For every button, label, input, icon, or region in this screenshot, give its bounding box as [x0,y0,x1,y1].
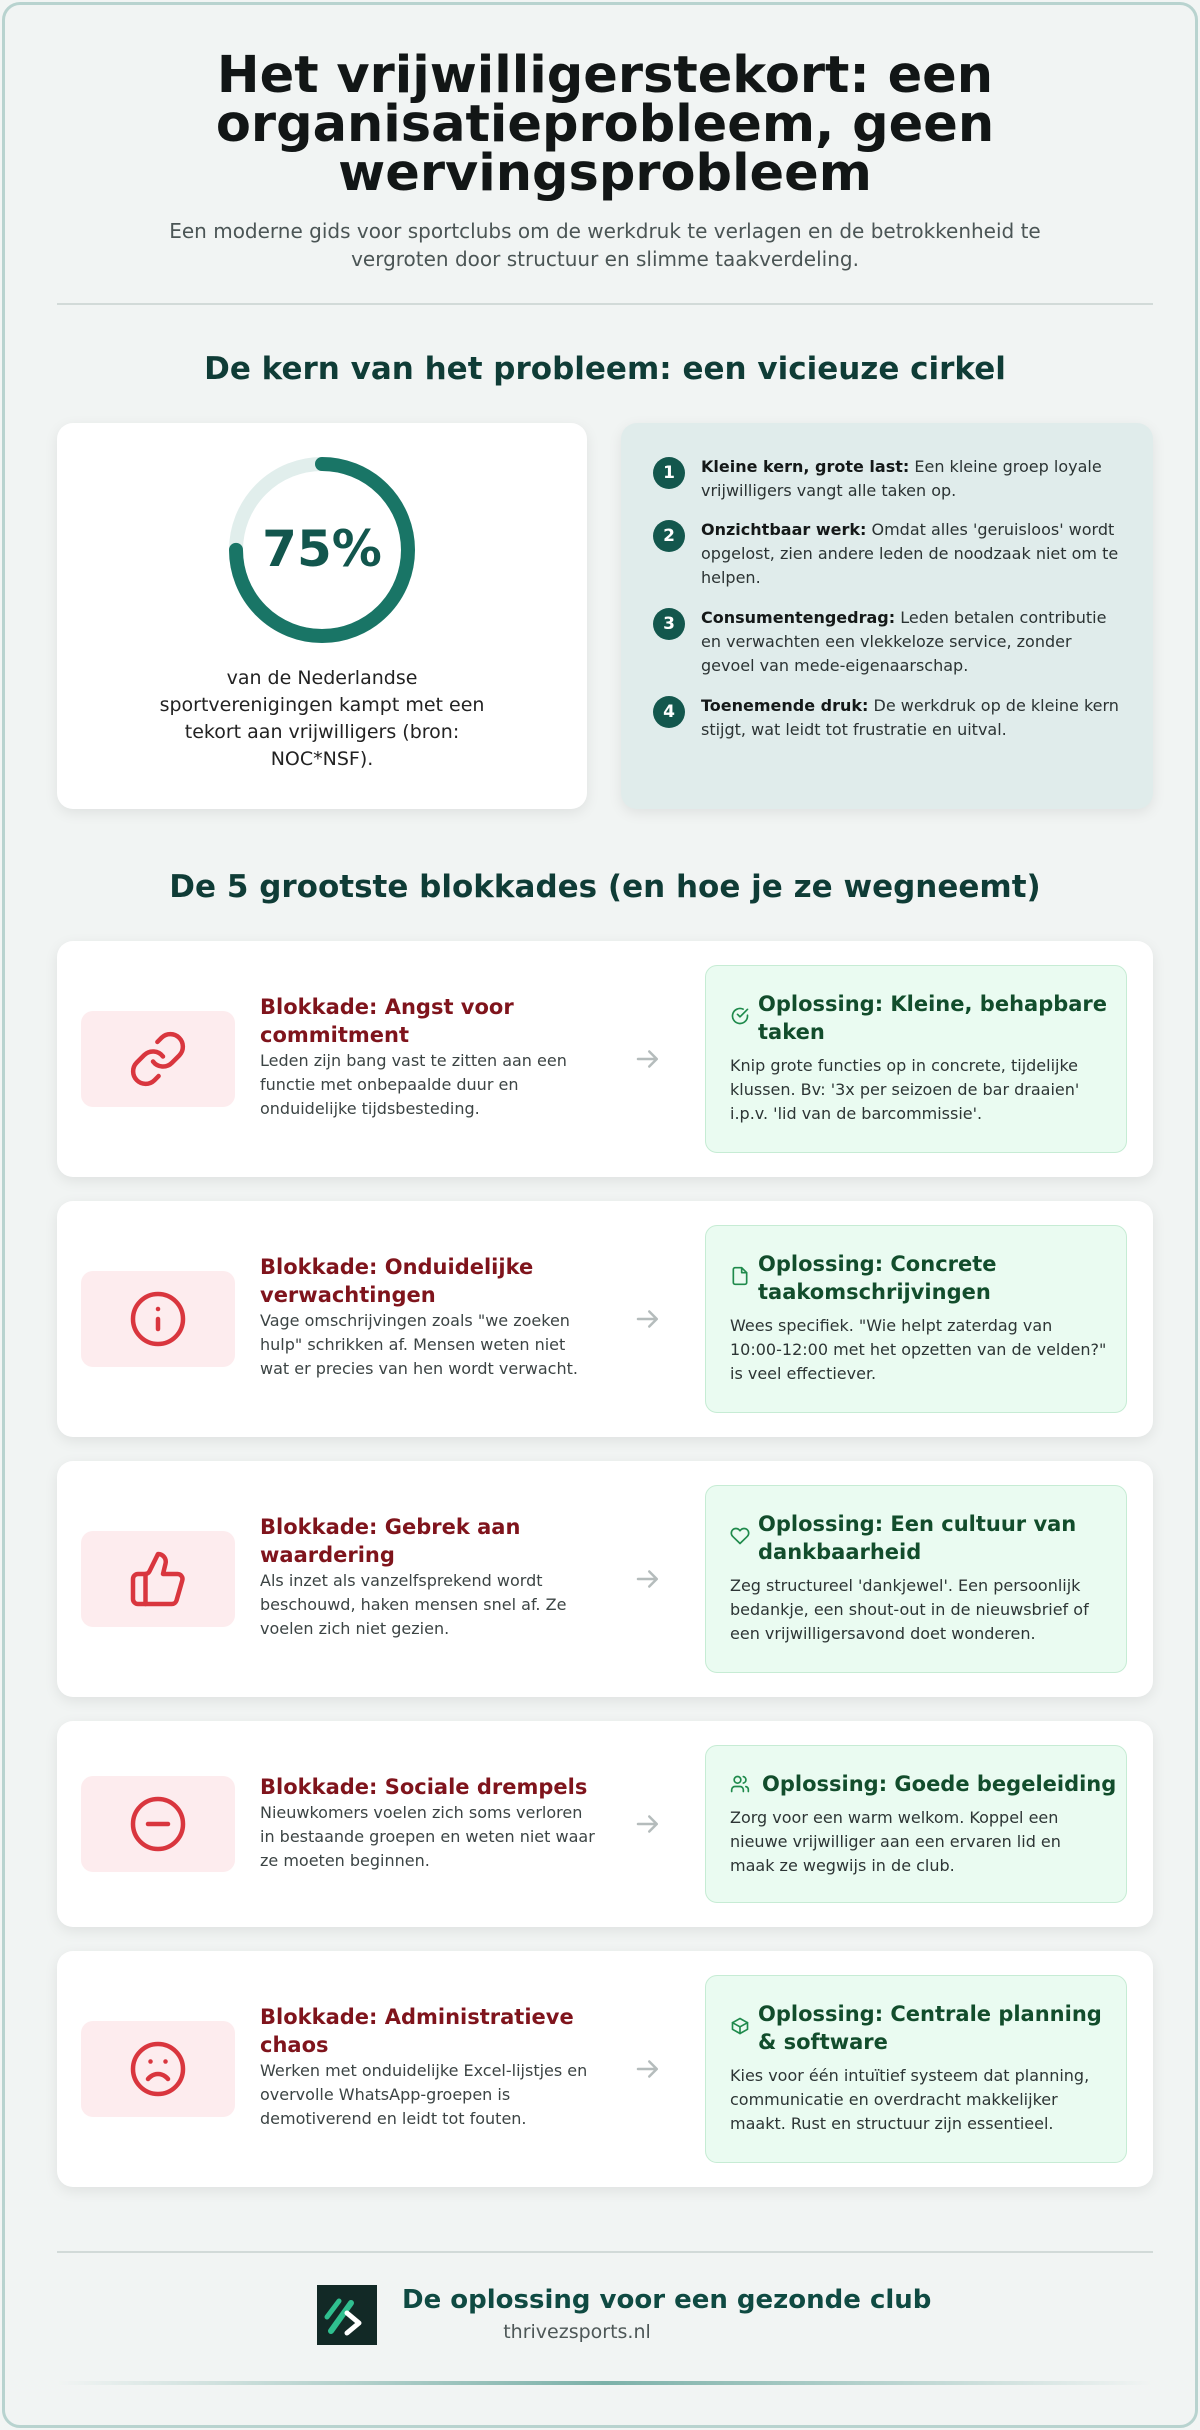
document-icon [730,1266,750,1286]
title-line-3: wervingsprobleem [338,144,872,203]
cycle-item-text [701,694,1121,742]
blockade-description: Leden zijn bang vast te zitten aan een functie met onbepaalde duur en onduidelijke tijdsbesteding. [260,1051,567,1118]
solution-card [705,965,1127,1153]
link-icon [128,1029,188,1089]
arrow-right-icon [633,1809,663,1839]
stat-description: van de Nederlandse sportverenigingen kampt met een tekort aan vrijwilligers (bron: NOC*NSF). [159,667,485,770]
solution-description: Knip grote functies op in concrete, tijdelijke klussen. Bv: '3x per seizoen de bar draaien' i.p.v. 'lid van de barcommissie'. [730,1056,1080,1123]
check-circle-icon [730,1006,750,1026]
blockade-icon-box [81,1011,235,1107]
cycle-item-body: Een kleine groep loyale vrijwilligers vangt alle taken op. [701,457,1102,500]
page-subtitle: Een moderne gids voor sportclubs om de werkdruk te verlagen en de betrokkenheid te vergroten door structuur en slimme taakverdeling. [169,219,1041,271]
cycle-number-badge: 3 [653,608,685,640]
blockade-icon-box [81,1531,235,1627]
arrow-right-icon [633,1304,663,1334]
blockade-title: Blokkade: Administratieve chaos [260,2005,574,2057]
cycle-item-text [701,606,1121,678]
arrow-right-icon [633,1564,663,1594]
page-frame [2,2,1198,2428]
blockades-section-title: De 5 grootste blokkades (en hoe je ze wegneemt) [169,869,1041,905]
title-line-1: Het vrijwilligerstekort: een [216,46,994,105]
solution-card [705,1975,1127,2163]
blockade-description: Als inzet als vanzelfsprekend wordt beschouwd, haken mensen snel af. Ze voelen zich niet gezien. [260,1571,567,1638]
cycle-item-body: Omdat alles 'geruisloos' wordt opgelost, zien andere leden de noodzaak niet om te helpen. [701,520,1119,587]
blockade-card [57,1721,1153,1927]
cycle-item-body: De werkdruk op de kleine kern stijgt, wat leidt tot frustratie en uitval. [701,696,1119,739]
blockade-icon-box [81,1271,235,1367]
cycle-item-heading: Toenemende druk: [701,696,869,715]
page-title [57,46,1153,203]
cycle-item-heading: Kleine kern, grote last: [701,457,910,476]
heart-icon [730,1526,750,1546]
stat-value: 75% [262,520,382,578]
blockade-card [57,1951,1153,2187]
solution-description: Zorg voor een warm welkom. Koppel een nieuwe vrijwilliger aan een ervaren lid en maak ze wegwijs in de club. [730,1808,1061,1875]
blockade-title: Blokkade: Onduidelijke verwachtingen [260,1255,534,1307]
blockade-icon-box [81,2021,235,2117]
cycle-number-badge: 4 [653,696,685,728]
header-divider [57,303,1153,305]
blockade-text [260,1513,596,1641]
stat-card [57,423,587,809]
solution-title: Oplossing: Goede begeleiding [762,1772,1117,1796]
sad-face-icon [128,2039,188,2099]
arrow-right-icon [633,2054,663,2084]
solution-description: Zeg structureel 'dankjewel'. Een persoonlijk bedankje, een shout-out in de nieuwsbrief of een vrijwilligersavond doet wonderen. [730,1576,1089,1643]
cycle-item-body: Leden betalen contributie en verwachten een vlekkeloze service, zonder gevoel van mede-eigenaarschap. [701,608,1107,675]
blockade-card [57,1461,1153,1697]
cycle-item-heading: Onzichtbaar werk: [701,520,867,539]
solution-title: Oplossing: Concrete taakomschrijvingen [758,1252,997,1304]
kern-section-title: De kern van het probleem: een vicieuze cirkel [204,351,1006,387]
blockade-description: Vage omschrijvingen zoals "we zoeken hulp" schrikken af. Mensen weten niet wat er precies van hen wordt verwacht. [260,1311,578,1378]
blockade-title: Blokkade: Gebrek aan waardering [260,1515,521,1567]
solution-card [705,1745,1127,1903]
users-icon [730,1774,750,1794]
cycle-number-badge: 1 [653,457,685,489]
footer-accent-line [57,2381,1153,2385]
cycle-item-heading: Consumentengedrag: [701,608,896,627]
solution-description: Wees specifiek. "Wie helpt zaterdag van 10:00-12:00 met het opzetten van de velden?" is veel effectiever. [730,1316,1107,1383]
solution-title: Oplossing: Centrale planning & software [758,2002,1102,2054]
blockade-text [260,2003,596,2131]
blockade-description: Nieuwkomers voelen zich soms verloren in bestaande groepen en weten niet waar ze moeten beginnen. [260,1803,595,1870]
info-icon [128,1289,188,1349]
cycle-number-badge: 2 [653,520,685,552]
solution-title: Oplossing: Een cultuur van dankbaarheid [758,1512,1077,1564]
solution-description: Kies voor één intuïtief systeem dat planning, communicatie en overdracht makkelijker maakt. Rust en structuur zijn essentieel. [730,2066,1090,2133]
vicious-cycle-card [621,423,1153,809]
blockade-icon-box [81,1776,235,1872]
thrivez-logo-icon [317,2285,377,2345]
arrow-right-icon [633,1044,663,1074]
blockade-text [260,1773,596,1873]
cycle-item-text [701,455,1121,503]
cycle-item-text [701,518,1121,590]
box-icon [730,2016,750,2036]
thumbs-up-icon [128,1549,188,1609]
solution-card [705,1485,1127,1673]
blockade-card [57,941,1153,1177]
title-line-2: organisatieprobleem, geen [215,95,995,154]
minus-circle-icon [128,1794,188,1854]
footer-title: De oplossing voor een gezonde club [402,2285,932,2315]
blockade-card [57,1201,1153,1437]
solution-title: Oplossing: Kleine, behapbare taken [758,992,1108,1044]
blockade-text [260,993,596,1121]
blockade-text [260,1253,596,1381]
blockade-description: Werken met onduidelijke Excel-lijstjes en overvolle WhatsApp-groepen is demotiverend en leidt tot fouten. [260,2061,588,2128]
footer-divider [57,2251,1153,2253]
blockade-title: Blokkade: Sociale drempels [260,1775,588,1799]
solution-card [705,1225,1127,1413]
blockade-title: Blokkade: Angst voor commitment [260,995,514,1047]
footer-url[interactable]: thrivezsports.nl [503,2321,651,2343]
